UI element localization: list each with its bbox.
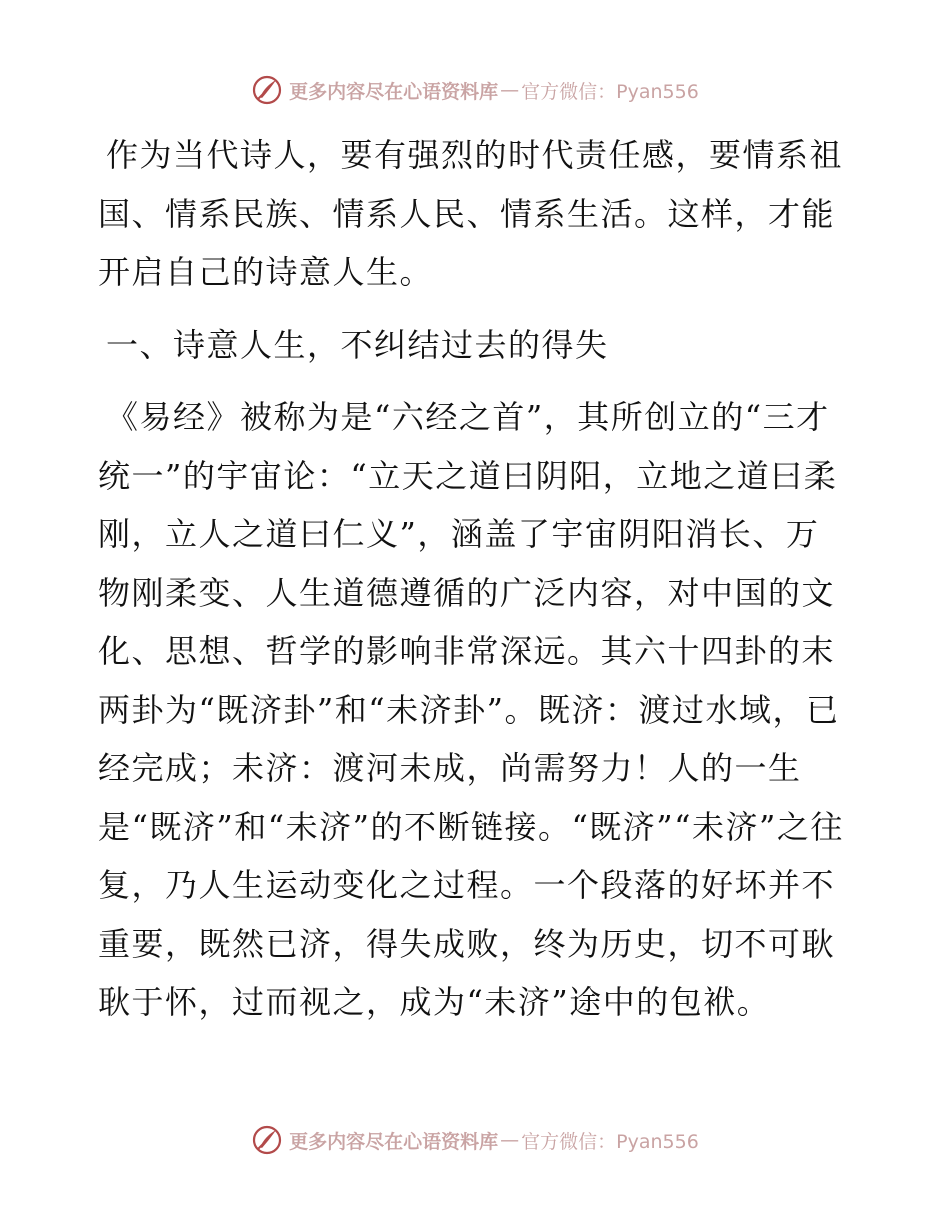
brush-feather-logo-icon [251, 1124, 283, 1156]
watermark-text: 更多内容尽在心语资料库 [289, 1130, 499, 1153]
footer-watermark [0, 1122, 950, 1158]
section-heading: 一、诗意人生，不纠结过去的得失 [106, 325, 609, 364]
watermark-dash: — [500, 79, 520, 101]
paragraph-yijing: 《易经》被称为是“六经之首”，其所创立的“三才统一”的宇宙论：“立天之道曰阴阳，立地之道曰柔刚，立人之道曰仁义”，涵盖了宇宙阴阳消长、万物刚柔变、人生道德遵循的广泛内容，对中国的文化、思想、哲学的影响非常深远。其六十四卦的末两卦为“既济卦”和“未济卦”。既济：渡过水域，已经完成；未济：渡河未成，尚需努力！人的一生是“既济”和“未济”的不断链接。“既济”“未济”之往复，乃人生运动变化之过程。一个段落的好坏并不重要，既然已济，得失成败，终为历史，切不可耿耿于怀，过而视之，成为“未济”途中的包袱。 [98, 398, 844, 1021]
header-watermark [0, 72, 950, 108]
watermark-text: 更多内容尽在心语资料库 [289, 80, 499, 103]
watermark-wechat: 官方微信：Pyan556 [521, 80, 699, 103]
brush-feather-logo-icon [251, 74, 283, 106]
document-body [98, 126, 850, 1032]
watermark-wechat: 官方微信：Pyan556 [521, 1130, 699, 1153]
paragraph-intro: 作为当代诗人，要有强烈的时代责任感，要情系祖国、情系民族、情系人民、情系生活。这样，才能开启自己的诗意人生。 [98, 136, 844, 291]
watermark-dash: — [500, 1129, 520, 1151]
